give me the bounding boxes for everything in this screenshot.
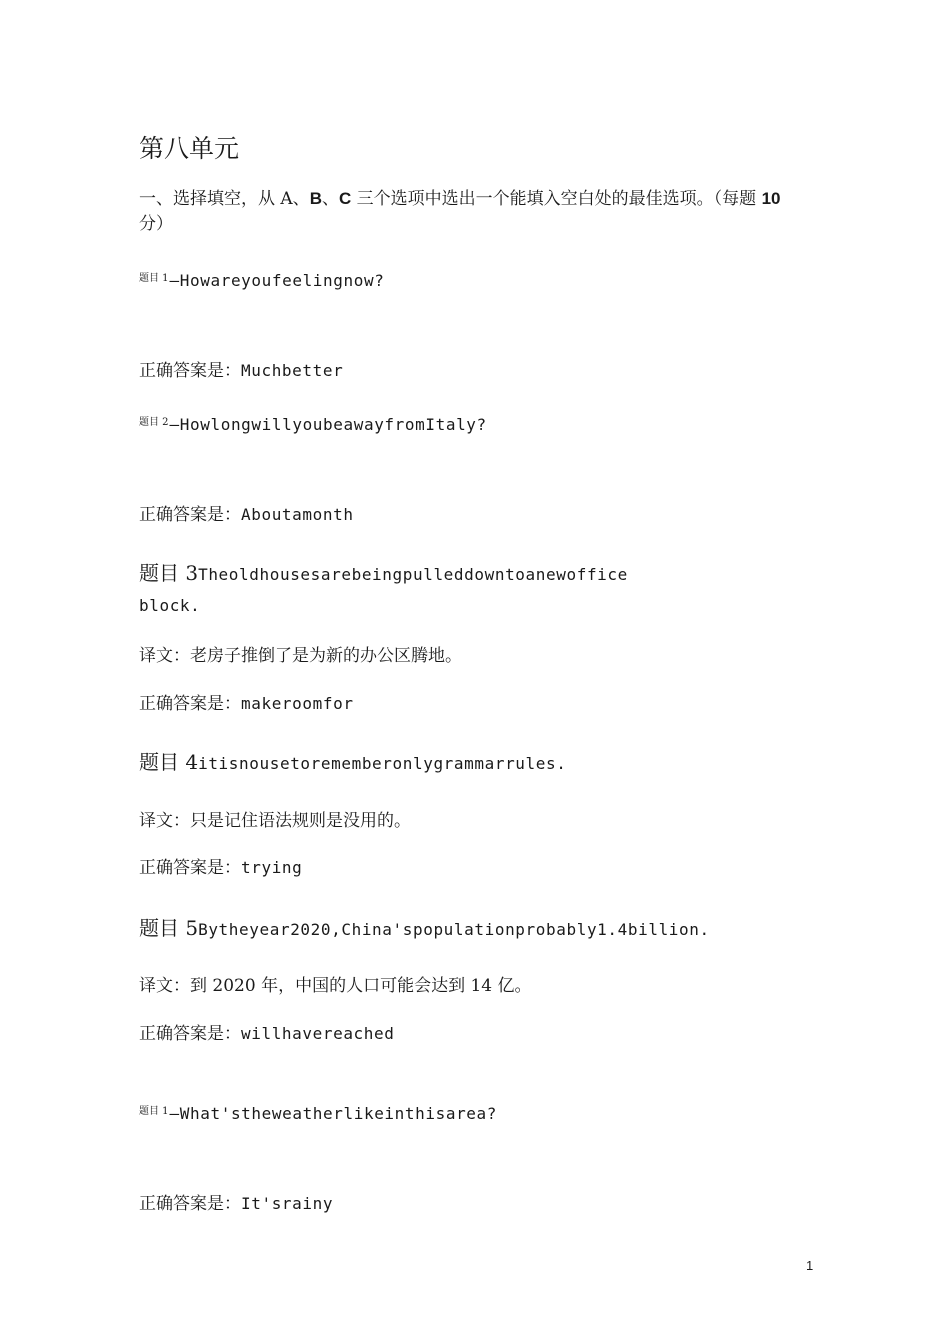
page-title: 第八单元 [139, 133, 240, 163]
question-6-text: —What'stheweatherlikeinthisarea? [169, 1104, 497, 1123]
answer-4-label: 正确答案是： [139, 858, 241, 878]
answer-3 [139, 689, 354, 714]
answer-4-value: trying [241, 858, 303, 877]
answer-2-value: Aboutamonth [241, 505, 354, 524]
instructions [139, 186, 819, 237]
page-number: 1 [806, 1258, 814, 1273]
question-3-text: Theoldhousesarebeingpulleddowntoanewoffice [198, 565, 628, 584]
instructions-text-1: 一、选择填空，从 A、 [139, 189, 310, 209]
answer-3-value: makeroomfor [241, 694, 354, 713]
answer-1-value: Muchbetter [241, 361, 344, 380]
question-5 [139, 912, 710, 941]
answer-1-label: 正确答案是： [139, 361, 241, 381]
instructions-sep: 、 [321, 189, 339, 209]
translation-4: 译文：只是记住语法规则是没用的。 [139, 811, 411, 831]
answer-2-label: 正确答案是： [139, 505, 241, 525]
question-4-text: itisnousetorememberonlygrammarrules. [198, 754, 567, 773]
answer-1 [139, 356, 343, 381]
question-4 [139, 746, 566, 775]
question-4-label: 题目 4 [139, 750, 199, 774]
option-c: C [338, 189, 352, 208]
answer-6-label: 正确答案是： [139, 1194, 241, 1214]
question-2-label: 题目 2 [139, 417, 169, 428]
answer-5 [139, 1019, 395, 1044]
translation-5: 译文：到 2020 年，中国的人口可能会达到 14 亿。 [139, 976, 532, 996]
question-6 [139, 1104, 497, 1123]
question-2 [139, 415, 487, 434]
score-value: 10 [761, 189, 781, 208]
answer-4 [139, 853, 302, 878]
answer-6 [139, 1189, 333, 1214]
question-2-text: —HowlongwillyoubeawayfromItaly? [169, 415, 487, 434]
question-5-text: Bytheyear2020,China'spopulationprobably1.4billion. [198, 920, 710, 939]
option-b: B [309, 189, 322, 208]
instructions-text-3: 分） [139, 214, 173, 234]
question-1-label: 题目 1 [139, 273, 169, 284]
question-3-continuation: block. [139, 596, 201, 615]
answer-5-value: willhavereached [241, 1024, 395, 1043]
question-1-text: —Howareyoufeelingnow? [169, 271, 385, 290]
question-1 [139, 271, 384, 290]
question-3 [139, 557, 628, 586]
question-3-label: 题目 3 [139, 561, 199, 585]
translation-3: 译文：老房子推倒了是为新的办公区腾地。 [139, 646, 462, 666]
answer-6-value: It'srainy [241, 1194, 334, 1213]
answer-3-label: 正确答案是： [139, 694, 241, 714]
question-6-label: 题目 1 [139, 1106, 169, 1117]
question-5-label: 题目 5 [139, 916, 199, 940]
answer-5-label: 正确答案是： [139, 1024, 241, 1044]
instructions-text-2: 三个选项中选出一个能填入空白处的最佳选项。（每题 [351, 189, 762, 209]
answer-2 [139, 500, 354, 525]
